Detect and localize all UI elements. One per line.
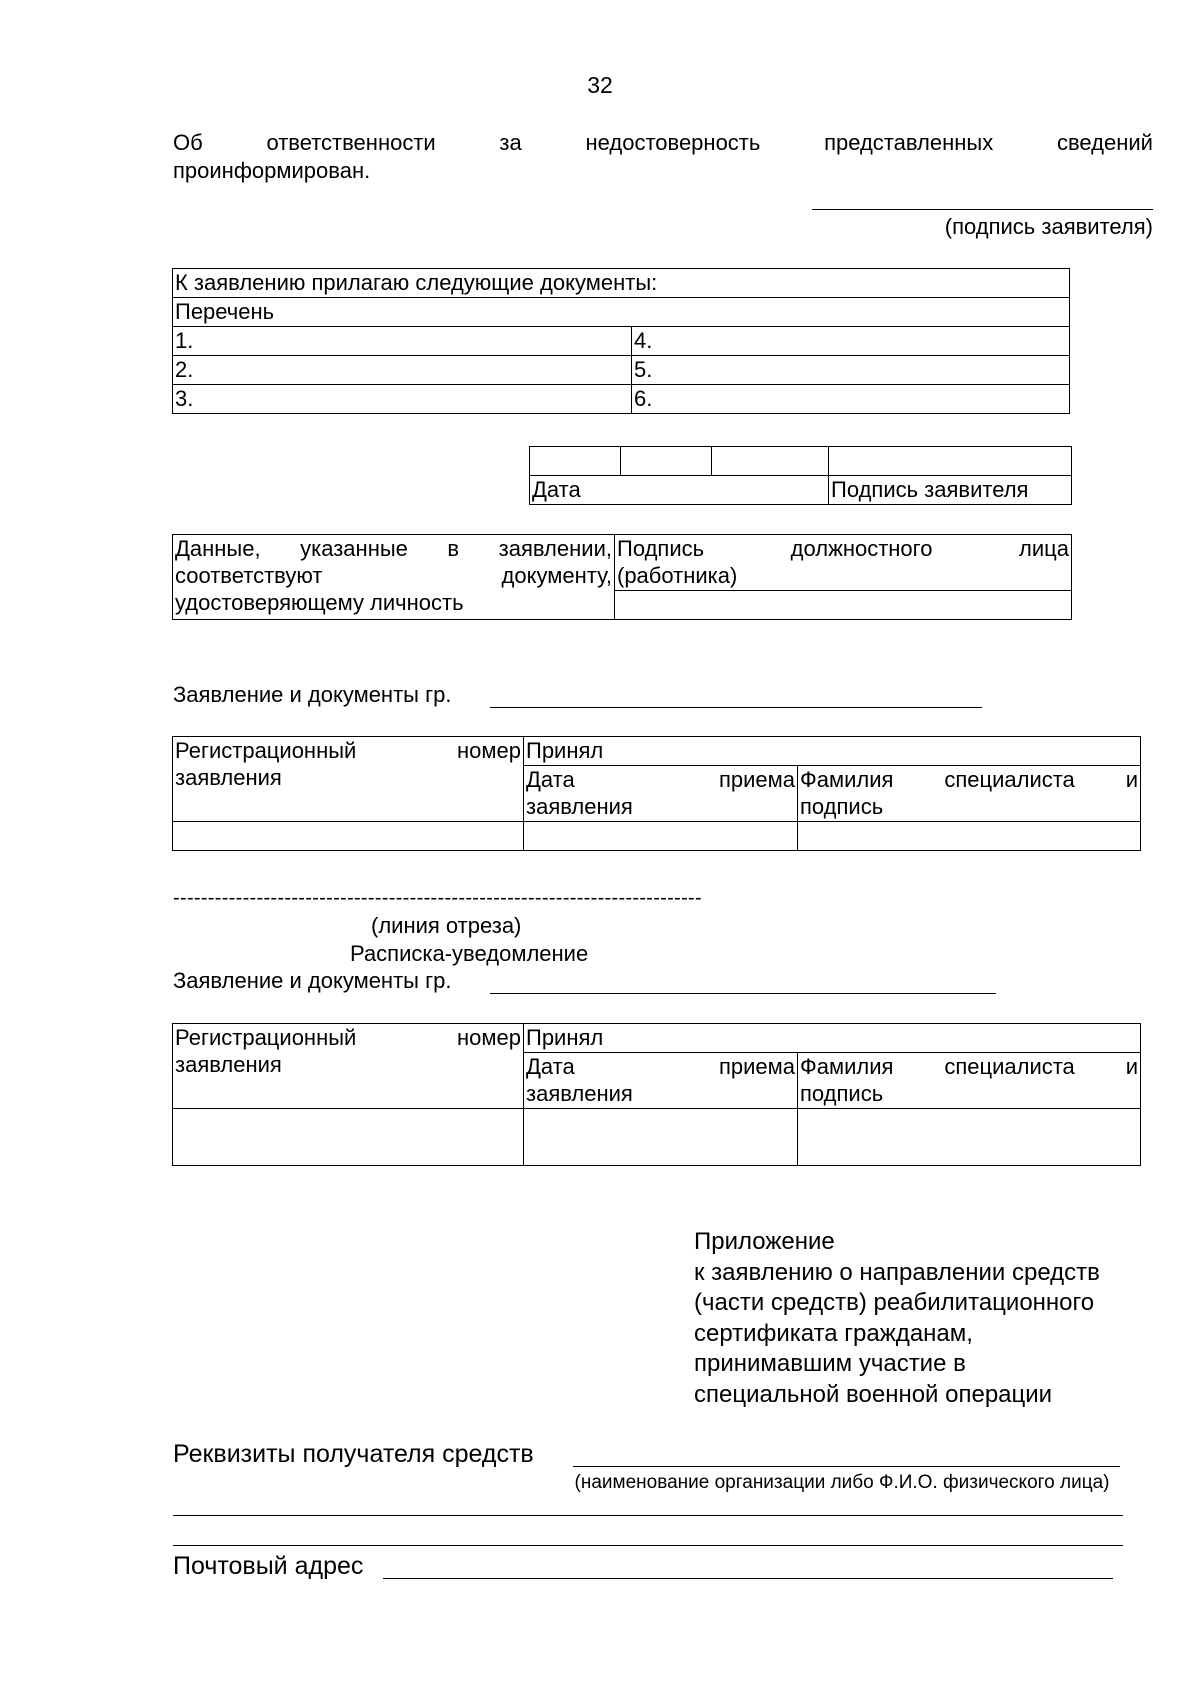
appendix-line: (части средств) реабилитационного (694, 1289, 1095, 1316)
registration-number-cell[interactable] (173, 822, 524, 851)
document-item[interactable]: 4. (632, 327, 1070, 356)
word: лица (1019, 536, 1069, 561)
word: сведений (1056, 130, 1153, 155)
cut-line-label: (линия отреза) (371, 913, 522, 938)
document-item[interactable]: 5. (632, 356, 1070, 385)
responsibility-line-2: проинформирован. (173, 158, 371, 183)
specialist-name-line-1 (800, 1053, 1138, 1080)
document-item[interactable]: 2. (173, 356, 632, 385)
date-label: Дата (530, 476, 829, 505)
applicant-signature-line[interactable] (812, 209, 1153, 210)
receipt-title: Расписка-уведомление (350, 941, 589, 966)
word: Фамилия (800, 1054, 894, 1079)
signature-cell[interactable] (829, 447, 1072, 476)
registration-number-cell[interactable] (173, 1109, 524, 1166)
acceptance-date-line-1 (526, 1053, 795, 1080)
documents-header: К заявлению прилагаю следующие документы: (173, 269, 1070, 298)
word: Данные, (175, 536, 261, 561)
citizen-name-line-1[interactable] (490, 707, 982, 708)
verification-line-2 (175, 562, 612, 589)
specialist-name-label (798, 766, 1141, 822)
document-item[interactable]: 3. (173, 385, 632, 414)
word: Дата (526, 767, 575, 792)
official-signature-cell[interactable] (615, 591, 1072, 620)
verification-line-3: удостоверяющему личность (175, 590, 464, 615)
word: Регистрационный (175, 1025, 357, 1050)
appendix-line: к заявлению о направлении средств (694, 1258, 1100, 1286)
accepted-label: Принял (524, 737, 1141, 766)
appendix-block (694, 1227, 1100, 1410)
recipient-name-line[interactable] (573, 1466, 1120, 1467)
word: в (447, 536, 460, 561)
specialist-name-line-1 (800, 766, 1138, 793)
specialist-signature-cell[interactable] (798, 1109, 1141, 1166)
acceptance-date-cell[interactable] (524, 822, 798, 851)
registration-table-1 (172, 736, 1141, 851)
registration-table-2 (172, 1023, 1141, 1166)
appendix-line: специальной военной операции (694, 1380, 1053, 1408)
verification-line-1 (175, 535, 612, 562)
word: Регистрационный (175, 738, 357, 763)
acceptance-date-label (524, 766, 798, 822)
word: Об (173, 130, 203, 155)
word: заявлении, (498, 536, 612, 561)
date-cell-month[interactable] (621, 447, 712, 476)
word: документу, (501, 563, 612, 588)
appendix-line: принимавшим участие в (694, 1350, 966, 1377)
documents-list-label: Перечень (173, 298, 1070, 327)
word: и (1125, 767, 1138, 792)
requisites-label: Реквизиты получателя средств (173, 1440, 534, 1468)
word: указанные (300, 536, 408, 561)
postal-address-label: Почтовый адрес (173, 1552, 364, 1580)
page-number: 32 (587, 72, 613, 98)
word: номер (457, 1025, 521, 1050)
word: специалиста (944, 1054, 1075, 1079)
requisites-caption: (наименование организации либо Ф.И.О. физического лица) (574, 1472, 1110, 1493)
specialist-name-line-2: подпись (800, 1081, 884, 1106)
verification-statement (173, 535, 615, 620)
acceptance-date-label (524, 1053, 798, 1109)
date-cell-year[interactable] (712, 447, 829, 476)
requisites-extra-line-2[interactable] (173, 1545, 1123, 1546)
statement-label-2: Заявление и документы гр. (173, 968, 452, 993)
word: за (499, 130, 522, 155)
word: приема (718, 1054, 795, 1079)
specialist-name-label (798, 1053, 1141, 1109)
word: и (1125, 1054, 1138, 1079)
statement-label-1: Заявление и документы гр. (173, 682, 452, 707)
word: должностного (790, 536, 933, 561)
postal-address-line[interactable] (383, 1578, 1113, 1579)
official-signature-line-2: (работника) (617, 563, 738, 588)
cut-line-dashes: ---------------------------------------------------------------------------- (173, 887, 702, 909)
word: представленных (824, 130, 994, 155)
responsibility-line-1 (173, 130, 1153, 156)
applicant-signature-caption: (подпись заявителя) (944, 214, 1153, 239)
appendix-line: Приложение (694, 1228, 835, 1255)
word: ответственности (266, 130, 436, 155)
date-signature-table (529, 446, 1072, 505)
document-item[interactable]: 6. (632, 385, 1070, 414)
acceptance-date-cell[interactable] (524, 1109, 798, 1166)
official-signature-label (615, 535, 1072, 591)
word: недостоверность (585, 130, 761, 155)
acceptance-date-line-1 (526, 766, 795, 793)
applicant-signature-label: Подпись заявителя (829, 476, 1072, 505)
word: специалиста (944, 767, 1075, 792)
document-item[interactable]: 1. (173, 327, 632, 356)
attached-documents-table (172, 268, 1070, 414)
acceptance-date-line-2: заявления (526, 794, 633, 819)
word: номер (457, 738, 521, 763)
registration-number-label (173, 737, 524, 822)
registration-number-label (173, 1024, 524, 1109)
registration-number-line-2: заявления (175, 1052, 282, 1077)
word: соответствуют (175, 563, 323, 588)
specialist-name-line-2: подпись (800, 794, 884, 819)
acceptance-date-line-2: заявления (526, 1081, 633, 1106)
citizen-name-line-2[interactable] (490, 993, 996, 994)
verification-table (172, 534, 1072, 620)
word: Подпись (617, 536, 705, 561)
word: приема (718, 767, 795, 792)
word: Дата (526, 1054, 575, 1079)
specialist-signature-cell[interactable] (798, 822, 1141, 851)
word: Фамилия (800, 767, 894, 792)
requisites-extra-line-1[interactable] (173, 1515, 1123, 1516)
official-signature-line-1 (617, 535, 1069, 562)
registration-number-line-1 (175, 1024, 521, 1051)
accepted-label: Принял (524, 1024, 1141, 1053)
registration-number-line-2: заявления (175, 765, 282, 790)
registration-number-line-1 (175, 737, 521, 764)
date-cell-day[interactable] (530, 447, 621, 476)
appendix-line: сертификата гражданам, (694, 1319, 973, 1347)
